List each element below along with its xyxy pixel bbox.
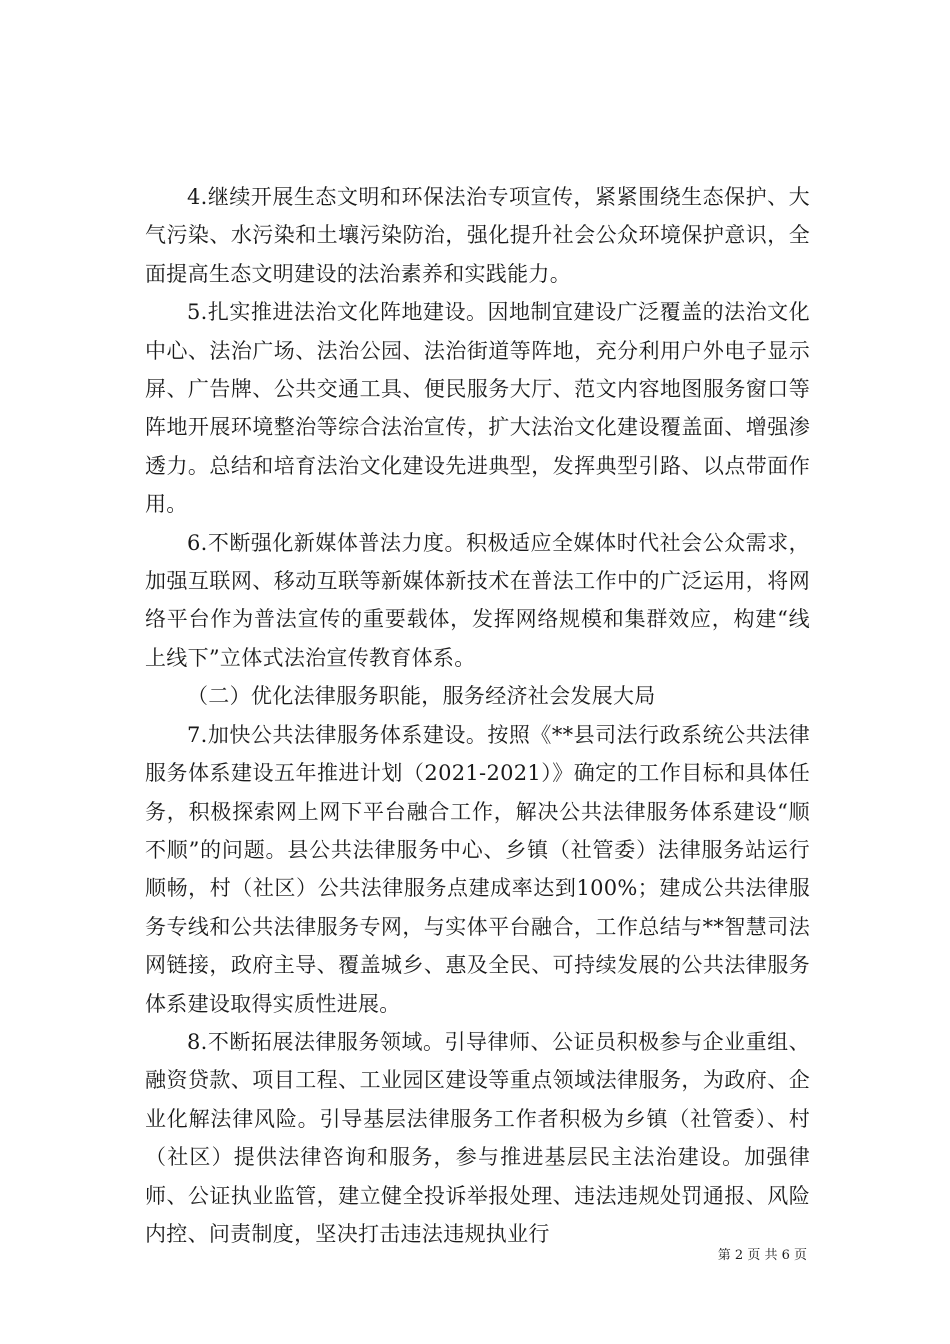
document-body (145, 178, 810, 1253)
paragraph-8: 8.不断拓展法律服务领域。引导律师、公证员积极参与企业重组、融资贷款、项目工程、工业园区建设等重点领域法律服务，为政府、企业化解法律风险。引导基层法律服务工作者积极为乡镇（社管委）、村（社区）提供法律咨询和服务，参与推进基层民主法治建设。加强律师、公证执业监管，建立健全投诉举报处理、违法违规处罚通报、风险内控、问责制度，坚决打击违法违规执业行 (145, 1029, 810, 1246)
paragraph-4: 4.继续开展生态文明和环保法治专项宣传，紧紧围绕生态保护、大气污染、水污染和土壤污染防治，强化提升社会公众环境保护意识，全面提高生态文明建设的法治素养和实践能力。 (145, 185, 810, 286)
section-heading: （二）优化法律服务职能，服务经济社会发展大局 (187, 684, 656, 709)
paragraph-5: 5.扎实推进法治文化阵地建设。因地制宜建设广泛覆盖的法治文化中心、法治广场、法治公园、法治街道等阵地，充分利用户外电子显示屏、广告牌、公共交通工具、便民服务大厅、范文内容地图服务窗口等阵地开展环境整治等综合法治宣传，扩大法治文化建设覆盖面、增强渗透力。总结和培育法治文化建设先进典型，发挥典型引路、以点带面作用。 (145, 300, 810, 517)
paragraph-6: 6.不断强化新媒体普法力度。积极适应全媒体时代社会公众需求，加强互联网、移动互联等新媒体新技术在普法工作中的广泛运用，将网络平台作为普法宣传的重要载体，发挥网络规模和集群效应，构建“线上线下”立体式法治宣传教育体系。 (145, 530, 810, 670)
paragraph-7: 7.加快公共法律服务体系建设。按照《**县司法行政系统公共法律服务体系建设五年推进计划（2021-2021）》确定的工作目标和具体任务，积极探索网上网下平台融合工作，解决公共法律服务体系建设“顺不顺”的问题。县公共法律服务中心、乡镇（社管委）法律服务站运行顺畅，村（社区）公共法律服务点建成率达到100%；建成公共法律服务专线和公共法律服务专网，与实体平台融合，工作总结与**智慧司法网链接，政府主导、覆盖城乡、惠及全民、可持续发展的公共法律服务体系建设取得实质性进展。 (145, 722, 810, 1016)
page-number-footer: 第 2 页 共 6 页 (717, 1248, 807, 1263)
